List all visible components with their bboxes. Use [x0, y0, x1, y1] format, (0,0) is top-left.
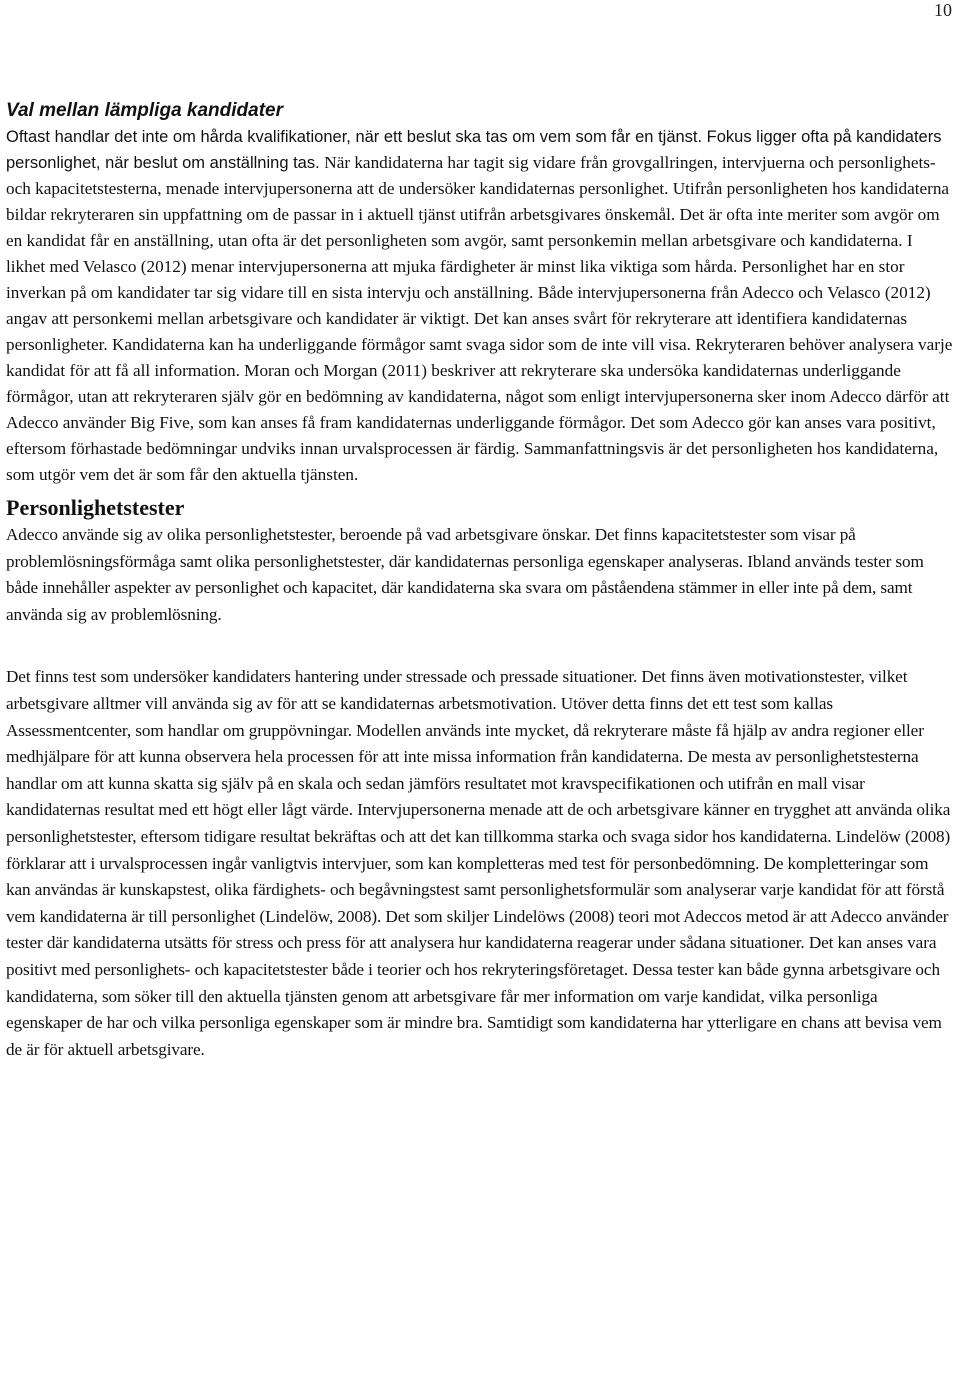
- paragraph-gap: [6, 628, 956, 664]
- section-heading-personlighetstester: Personlighetstester: [6, 495, 185, 520]
- section-intro-paragraph: [6, 124, 956, 488]
- paragraph-personlighetstester-2: Det finns test som undersöker kandidaters hantering under stressade och pressade situationer. Det finns även motivationstester, vilket arbetsgivare alltmer vill använda sig av för att se kandidaternas arbetsmotivation. Utöver detta finns det ett test som kallas Assessmentcenter, som handlar om gruppövningar. Modellen används inte mycket, då rekryterare måste få hjälp av andra regioner eller medhjälpare för att kunna observera hela processen för att inte missa information från kandidaterna. De mesta av personlighetstesterna handlar om att kunna skatta sig själv på en skala och sedan jämförs resultatet mot kravspecifikationen och utifrån en mall visar kandidaternas resultat med ett högt eller lågt värde. Intervjupersonerna menade att de och arbetsgivare känner en trygghet att använda olika personlighetstester, eftersom tidigare resultat bekräftas och att det kan tillkomma starka och svaga sidor hos kandidaterna. Lindelöw (2008) förklarar att i urvalsprocessen ingår vanligtvis intervjuer, som kan kompletteras med test för personbedömning. De kompletteringar som kan användas är kunskapstest, olika färdighets- och begåvningstest samt personlighetsformulär som analyserar varje kandidat för att förstå vem kandidaterna är till personlighet (Lindelöw, 2008). Det som skiljer Lindelöws (2008) teori mot Adeccos metod är att Adecco använder tester där kandidaterna utsätts för stress och press för att analysera hur kandidaterna reagerar under sådana situationer. Det kan anses vara positivt med personlighets- och kapacitetstester både i teorier och hos rekryteringsföretaget. Dessa tester kan både gynna arbetsgivare och kandidaterna, som söker till den aktuella tjänsten genom att arbetsgivare får mer information om varje kandidat, vilka personliga egenskaper de har och vilka personliga egenskaper som är mindre bra. Samtidigt som kandidaterna har ytterligare en chans att bevisa vem de är för aktuell arbetsgivare.: [6, 667, 951, 1059]
- body-text: När kandidaterna har tagit sig vidare från grovgallringen, intervjuerna och personlighets- och kapacitetstesterna, menade intervjupersonerna att de undersöker kandidaternas personlighet. Utifrån personligheten hos kandidaterna bildar rekryteraren sin uppfattning om de passar in i aktuell tjänst utifrån arbetsgivares önskemål. Det är ofta inte meriter som avgör om en kandidat får en anställning, utan ofta är det personligheten som avgör, samt personkemin mellan arbetsgivare och kandidaterna. I likhet med Velasco (2012) menar intervjupersonerna att mjuka färdigheter är minst lika viktiga som hårda. Personlighet har en stor inverkan på om kandidater tar sig vidare till en sista intervju och anställning. Både intervjupersonerna från Adecco och Velasco (2012) angav att personkemi mellan arbetsgivare och kandidater är viktigt. Det kan anses svårt för rekryterare att identifiera kandidaternas personligheter. Kandidaterna kan ha underliggande förmågor samt svaga sidor som de inte vill visa. Rekryteraren behöver analysera varje kandidat för att få all information. Moran och Morgan (2011) beskriver att rekryterare ska undersöka kandidaternas underliggande förmågor, utan att rekryteraren själv gör en bedömning av kandidaterna, något som enligt intervjupersonerna sker inom Adecco därför att Adecco använder Big Five, som kan anses få fram kandidaternas underliggande förmågor. Det som Adecco gör kan anses vara positivt, eftersom förhastade bedömningar undviks innan urvalsprocessen är färdig. Sammanfattningsvis är det personligheten hos kandidaterna, som utgör vem det är som får den aktuella tjänsten.: [6, 153, 953, 484]
- section-heading-val-mellan: Val mellan lämpliga kandidater: [6, 100, 284, 121]
- page-number: 10: [934, 0, 952, 20]
- paragraph-personlighetstester-1: Adecco använde sig av olika personlighetstester, beroende på vad arbetsgivare önskar. Det finns kapacitetstester som visar på problemlösningsförmåga samt olika personlighetstester, där kandidaternas personliga egenskaper analyseras. Ibland används tester som både innehåller aspekter av personlighet och kapacitet, där kandidaterna ska svara om påståendena stämmer in eller inte på dem, samt använda sig av problemlösning.: [6, 525, 924, 624]
- document-body: [6, 98, 956, 1063]
- intro-text: Oftast handlar det inte om hårda kvalifikationer, när ett beslut ska tas om vem som får en tjänst. Fokus ligger ofta på kandidaters personlighet, när beslut om anställning tas.: [6, 128, 942, 172]
